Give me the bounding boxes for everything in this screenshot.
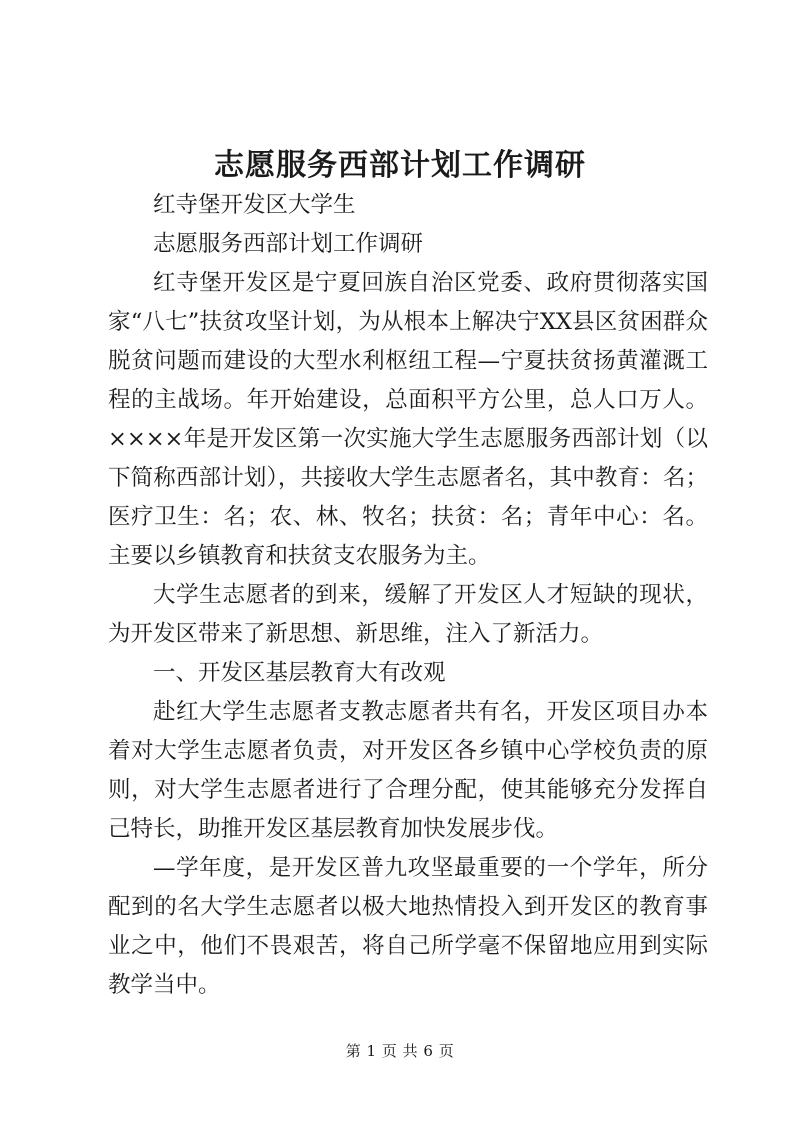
- paragraph: 赴红大学生志愿者支教志愿者共有名，开发区项目办本着对大学生志愿者负责，对开发区各乡镇中心学校负责的原则，对大学生志愿者进行了合理分配，使其能够充分发挥自己特长，助推开发区基层教育加快发展步伐。: [108, 699, 708, 842]
- document-body: [108, 186, 708, 1005]
- document-title: 志愿服务西部计划工作调研: [214, 148, 586, 183]
- section-heading: 一、开发区基层教育大有改观: [153, 660, 446, 686]
- paragraph: 大学生志愿者的到来，缓解了开发区人才短缺的现状，为开发区带来了新思想、新思维，注入了新活力。: [108, 582, 708, 647]
- page-footer: 第 1 页 共 6 页: [345, 1042, 455, 1060]
- paragraph: 红寺堡开发区是宁夏回族自治区党委、政府贯彻落实国家“八七”扶贫攻坚计划，为从根本上解决宁XX县区贫困群众脱贫问题而建设的大型水利枢纽工程—宁夏扶贫扬黄灌溉工程的主战场。年开始建设，总面积平方公里，总人口万人。××××年是开发区第一次实施大学生志愿服务西部计划（以下简称西部计划），共接收大学生志愿者名，其中教育：名；医疗卫生：名；农、林、牧名；扶贫：名；青年中心：名。主要以乡镇教育和扶贫支农服务为主。: [108, 270, 708, 569]
- paragraph: 红寺堡开发区大学生: [153, 192, 356, 218]
- paragraph: —学年度，是开发区普九攻坚最重要的一个学年，所分配到的名大学生志愿者以极大地热情投入到开发区的教育事业之中，他们不畏艰苦，将自己所学毫不保留地应用到实际教学当中。: [108, 855, 708, 998]
- paragraph: 志愿服务西部计划工作调研: [153, 231, 424, 257]
